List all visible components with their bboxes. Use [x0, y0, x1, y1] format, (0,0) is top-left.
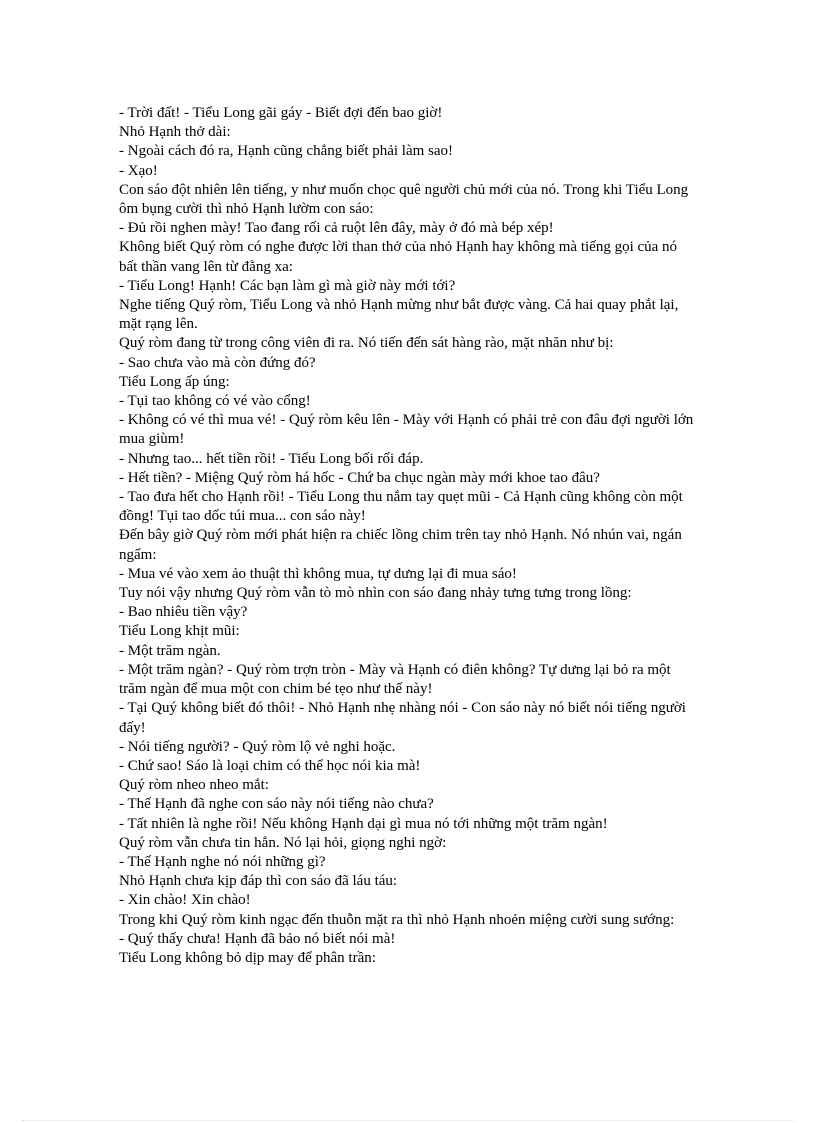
paragraph: Trong khi Quý ròm kinh ngạc đến thuỗn mặt ra thì nhỏ Hạnh nhoẻn miệng cười sung sướng:	[119, 911, 675, 928]
paragraph: - Chứ sao! Sáo là loại chim có thể học nói kia mà!	[119, 757, 421, 774]
story-text-body	[119, 104, 699, 968]
paragraph: Quý ròm nheo nheo mắt:	[119, 777, 269, 794]
paragraph: - Xạo!	[119, 162, 158, 179]
paragraph: Tiểu Long ấp úng:	[119, 373, 230, 390]
paragraph: Con sáo đột nhiên lên tiếng, y như muốn chọc quê người chủ mới của nó. Trong khi Tiểu Long ôm bụng cười thì nhỏ Hạnh lườm con sáo:	[119, 181, 689, 218]
paragraph: - Tại Quý không biết đó thôi! - Nhỏ Hạnh nhẹ nhàng nói - Con sáo này nó biết nói tiếng người đấy!	[119, 700, 686, 736]
paragraph: Nhỏ Hạnh chưa kịp đáp thì con sáo đã láu táu:	[119, 873, 398, 890]
page-bottom-divider	[22, 1120, 794, 1121]
paragraph: - Tất nhiên là nghe rồi! Nếu không Hạnh dại gì mua nó tới những một trăm ngàn!	[119, 815, 608, 832]
paragraph: Tiểu Long không bỏ dịp may để phân trần:	[119, 949, 376, 966]
paragraph: Tuy nói vậy nhưng Quý ròm vẫn tò mò nhìn con sáo đang nhảy tưng tưng trong lồng:	[119, 585, 632, 602]
paragraph: - Hết tiền? - Miệng Quý ròm há hốc - Chứ ba chục ngàn mày mới khoe tao đâu?	[119, 469, 600, 486]
paragraph: - Sao chưa vào mà còn đứng đó?	[119, 354, 316, 371]
paragraph: Quý ròm vẫn chưa tin hẳn. Nó lại hỏi, giọng nghi ngờ:	[119, 834, 447, 851]
paragraph: Nghe tiếng Quý ròm, Tiểu Long và nhỏ Hạnh mừng như bắt được vàng. Cả hai quay phắt lại, mặt rạng lên.	[119, 297, 679, 333]
paragraph: - Mua vé vào xem ảo thuật thì không mua, tự dưng lại đi mua sáo!	[119, 565, 517, 582]
paragraph: Nhỏ Hạnh thở dài:	[119, 124, 231, 141]
paragraph: - Một trăm ngàn.	[119, 642, 221, 659]
paragraph: - Nhưng tao... hết tiền rồi! - Tiểu Long bối rối đáp.	[119, 450, 424, 467]
paragraph: - Một trăm ngàn? - Quý ròm trợn tròn - Mày và Hạnh có điên không? Tự dưng lại bỏ ra một trăm ngàn để mua một con chim bé tẹo như thế này!	[119, 661, 671, 698]
paragraph: - Thế Hạnh nghe nó nói những gì?	[119, 853, 326, 870]
paragraph: Đến bây giờ Quý ròm mới phát hiện ra chiếc lồng chim trên tay nhỏ Hạnh. Nó nhún vai, ngán ngẩm:	[119, 527, 682, 563]
paragraph: - Thế Hạnh đã nghe con sáo này nói tiếng nào chưa?	[119, 796, 434, 813]
paragraph: - Ngoài cách đó ra, Hạnh cũng chẳng biết phải làm sao!	[119, 143, 454, 160]
paragraph: - Đủ rồi nghen mày! Tao đang rối cả ruột lên đây, mày ở đó mà bép xép!	[119, 220, 554, 237]
paragraph: - Quý thấy chưa! Hạnh đã bảo nó biết nói mà!	[119, 930, 396, 947]
paragraph: Không biết Quý ròm có nghe được lời than thở của nhỏ Hạnh hay không mà tiếng gọi của nó bất thần vang lên từ đằng xa:	[119, 239, 678, 275]
paragraph: - Xin chào! Xin chào!	[119, 892, 251, 909]
paragraph: - Trời đất! - Tiểu Long gãi gáy - Biết đợi đến bao giờ!	[119, 105, 443, 121]
paragraph: - Tụi tao không có vé vào cổng!	[119, 393, 311, 410]
paragraph: - Nói tiếng người? - Quý ròm lộ vẻ nghi hoặc.	[119, 738, 396, 755]
paragraph: - Không có vé thì mua vé! - Quý ròm kêu lên - Mày với Hạnh có phải trẻ con đâu đợi người lớn mua giùm!	[119, 412, 694, 448]
paragraph: - Bao nhiêu tiền vậy?	[119, 604, 248, 621]
paragraph: - Tao đưa hết cho Hạnh rồi! - Tiểu Long thu nắm tay quẹt mũi - Cả Hạnh cũng không còn một đồng! Tụi tao dốc túi mua... con sáo này!	[119, 489, 683, 525]
paragraph: Tiểu Long khịt mũi:	[119, 623, 240, 640]
paragraph: - Tiểu Long! Hạnh! Các bạn làm gì mà giờ này mới tới?	[119, 277, 456, 294]
paragraph: Quý ròm đang từ trong công viên đi ra. Nó tiến đến sát hàng rào, mặt nhăn như bị:	[119, 335, 614, 352]
